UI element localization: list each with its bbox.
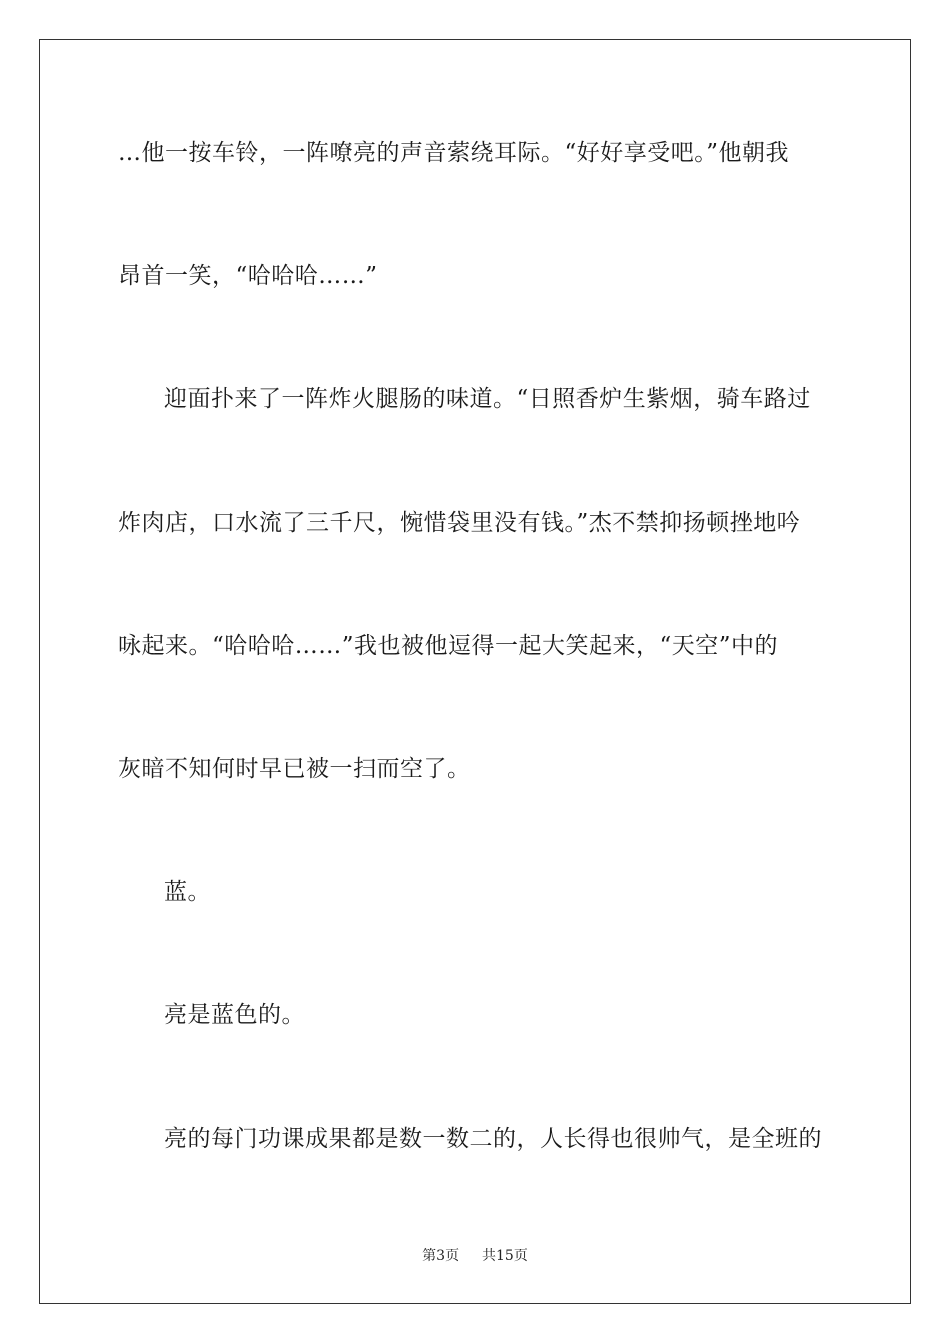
page-number: 第3页 [422, 1248, 460, 1264]
text-line: 灰暗不知何时早已被一扫而空了。 [118, 756, 471, 782]
text-line: 炸肉店，口水流了三千尺，惋惜袋里没有钱。”杰不禁抑扬顿挫地吟 [118, 510, 801, 536]
page-total: 共15页 [482, 1248, 528, 1264]
text-line: 咏起来。“哈哈哈……”我也被他逗得一起大笑起来，“天空”中的 [118, 633, 779, 659]
text-line: 迎面扑来了一阵炸火腿肠的味道。“日照香炉生紫烟，骑车路过 [164, 386, 811, 412]
text-line: 昂首一笑，“哈哈哈……” [118, 263, 378, 289]
text-line: 亮是蓝色的。 [164, 1002, 305, 1028]
page-border [39, 39, 911, 1304]
text-line: …他一按车铃，一阵嘹亮的声音萦绕耳际。“好好享受吧。”他朝我 [118, 140, 790, 166]
text-line: 亮的每门功课成果都是数一数二的，人长得也很帅气，是全班的 [164, 1126, 822, 1152]
page-footer [0, 1246, 950, 1266]
text-line: 蓝。 [164, 879, 211, 905]
